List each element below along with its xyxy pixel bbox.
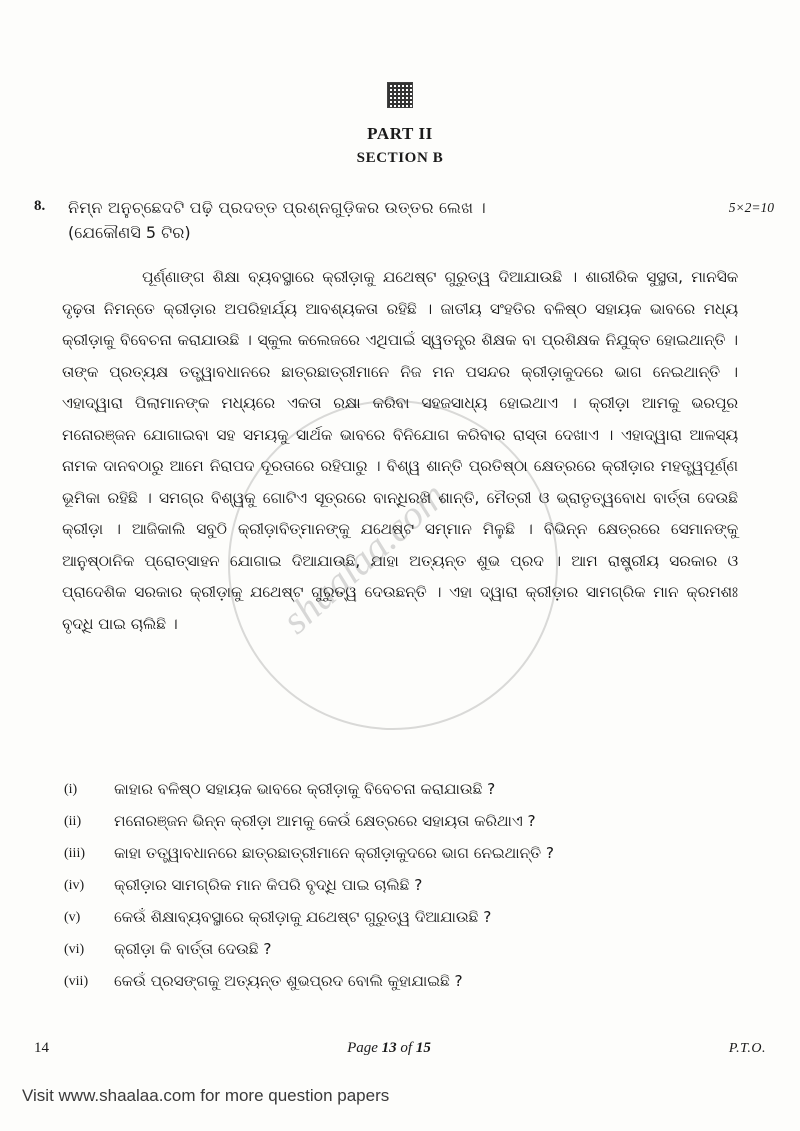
sub-question-label: (vii) <box>64 973 89 989</box>
passage-text: ପୂର୍ଣ୍ଣାଙ୍ଗ ଶିକ୍ଷା ବ୍ୟବସ୍ଥାରେ କ୍ରୀଡ଼ାକୁ ଯଥେଷ୍ଟ ଗୁରୁତ୍ୱ ଦିଆଯାଉଛି । ଶାରୀରିକ ସୁସ୍ଥତା, ମାନସିକ ଦୃଢ଼ତା ନିମନ୍ତେ କ୍ରୀଡ଼ାର ଅପରିହାର୍ଯ୍ୟ ଆବଶ୍ୟକତା ରହିଛି । ଜାତୀୟ ସଂହତିର ବଳିଷ୍ଠ ସହାୟକ ଭାବରେ ମଧ୍ୟ କ୍ରୀଡ଼ାକୁ ବିବେଚନା କରାଯାଉଛି । ସ୍କୁଲ କଲେଜରେ ଏଥିପାଇଁ ସ୍ୱତନ୍ତ୍ର ଶିକ୍ଷକ ବା ପ୍ରଶିକ୍ଷକ ନିଯୁକ୍ତ ହୋଇଥାନ୍ତି । ତାଙ୍କ ପ୍ରତ୍ୟକ୍ଷ ତତ୍ତ୍ୱାବଧାନରେ ଛାତ୍ରଛାତ୍ରୀମାନେ ନିଜ ମନ ପସନ୍ଦର କ୍ରୀଡ଼ାକୁଦରେ ଭାଗ ନେଇଥାନ୍ତି । ଏହାଦ୍ୱାରା ପିଲାମାନଙ୍କ ମଧ୍ୟରେ ଏକତା ରକ୍ଷା କରିବା ସହଜସାଧ୍ୟ ହୋଇଥାଏ । କ୍ରୀଡ଼ା ଆମକୁ ଭରପୂର ମନୋରଞ୍ଜନ ଯୋଗାଇବା ସହ ସମୟକୁ ସାର୍ଥକ ଭାବରେ ବିନିଯୋଗ କରିବାର ରାସ୍ତା ଦେଖାଏ । ଏହାଦ୍ୱାରା ଆଳସ୍ୟ ନାମକ ଦାନବଠାରୁ ଆମେ ନିରାପଦ ଦୂରତାରେ ରହିପାରୁ । ବିଶ୍ୱ ଶାନ୍ତି ପ୍ରତିଷ୍ଠା କ୍ଷେତ୍ରରେ କ୍ରୀଡ଼ାର ମହତ୍ତ୍ୱପୂର୍ଣ୍ଣ ଭୂମିକା ରହିଛି । ସମଗ୍ର ବିଶ୍ୱକୁ ଗୋଟିଏ ସୂତ୍ରରେ ବାନ୍ଧିରଖି ଶାନ୍ତି, ମୈତ୍ରୀ ଓ ଭ୍ରାତୃତ୍ୱବୋଧ ବାର୍ତ୍ତା ଦେଉଛି କ୍ରୀଡ଼ା । ଆଜିକାଲି ସବୁଠି କ୍ରୀଡ଼ାବିତ୍‌ମାନଙ୍କୁ ଯଥେଷ୍ଟ ସମ୍ମାନ ମିଳୁଛି । ବିଭିନ୍ନ କ୍ଷେତ୍ରରେ ସେମାନଙ୍କୁ ଆନୁଷ୍ଠାନିକ ପ୍ରୋତ୍ସାହନ ଯୋଗାଇ ଦିଆଯାଉଛି, ଯାହା ଅତ୍ୟନ୍ତ ଶୁଭ ପ୍ରଦ । ଆମ ରାଷ୍ଟ୍ରୀୟ ସରକାର ଓ ପ୍ରାଦେଶିକ ସରକାର କ୍ରୀଡ଼ାକୁ ଯଥେଷ୍ଟ ଗୁରୁତ୍ୱ ଦେଉଛନ୍ତି । ଏହା ଦ୍ୱାରା କ୍ରୀଡ଼ାର ସାମଗ୍ରିକ ମାନ କ୍ରମଶଃ ବୃଦ୍ଧି ପାଇ ଚାଲିଛି । <box>62 268 738 633</box>
list-item <box>58 842 758 865</box>
qr-code-container <box>0 82 800 108</box>
footer-page-current: 13 <box>381 1040 397 1056</box>
passage-block <box>62 262 738 640</box>
list-item <box>58 810 758 833</box>
sub-question-text: କାହାର ବଳିଷ୍ଠ ସହାୟକ ଭାବରେ କ୍ରୀଡ଼ାକୁ ବିବେଚନା କରାଯାଉଛି ? <box>114 780 496 798</box>
sub-question-text: କେଉଁ ଶିକ୍ଷାବ୍ୟବସ୍ଥାରେ କ୍ରୀଡ଼ାକୁ ଯଥେଷ୍ଟ ଗୁରୁତ୍ୱ ଦିଆଯାଉଛି ? <box>114 907 492 926</box>
sub-question-text: କାହା ତତ୍ତ୍ୱାବଧାନରେ ଛାତ୍ରଛାତ୍ରୀମାନେ କ୍ରୀଡ଼ାକୁଦରେ ଭାଗ ନେଇଥାନ୍ତି ? <box>114 843 554 862</box>
watermark-text: shaalaa.com <box>273 472 455 643</box>
page-footer <box>0 1040 800 1057</box>
sub-question-text: କେଉଁ ପ୍ରସଙ୍ଗକୁ ଅତ୍ୟନ୍ତ ଶୁଭପ୍ରଦ ବୋଲି କୁହାଯାଇଛି ? <box>114 971 463 990</box>
footer-page-of: of <box>400 1040 413 1056</box>
sub-question-label: (i) <box>64 782 78 797</box>
sub-question-list <box>58 778 758 1002</box>
sub-question-text: କ୍ରୀଡ଼ାର ସାମଗ୍ରିକ ମାନ କିପରି ବୃଦ୍ଧି ପାଇ ଚାଲିଛି ? <box>114 875 423 894</box>
footer-page-total: 15 <box>415 1040 431 1056</box>
list-item <box>58 778 758 801</box>
sub-question-text: କ୍ରୀଡ଼ା କି ବାର୍ତ୍ତା ଦେଉଛି ? <box>114 939 272 958</box>
footer-pto: P.T.O. <box>728 1040 766 1056</box>
question-header-row <box>34 196 774 221</box>
sub-question-label: (iv) <box>64 877 85 893</box>
sub-question-label: (vi) <box>64 941 85 957</box>
question-sub-instruction: (ଯେକୌଣସି 5 ଟିର) <box>68 222 191 242</box>
sub-question-text: ମନୋରଞ୍ଜନ ଭିନ୍ନ କ୍ରୀଡ଼ା ଆମକୁ କେଉଁ କ୍ଷେତ୍ରରେ ସହାୟତା କରିଥାଏ ? <box>114 811 536 830</box>
site-banner: Visit www.shaalaa.com for more question papers <box>22 1086 390 1105</box>
sub-question-label: (v) <box>64 909 81 925</box>
list-item <box>58 874 758 897</box>
footer-page-number: 14 <box>34 1040 49 1056</box>
footer-page-prefix: Page <box>347 1040 378 1056</box>
question-instruction: ନିମ୍ନ ଅନୁଚ୍ଛେଦଟି ପଢ଼ି ପ୍ରଦତ୍ତ ପ୍ରଶ୍ନଗୁଡ଼ିକର ଉତ୍ତର ଲେଖ । <box>68 198 486 217</box>
footer-page-indicator <box>347 1040 431 1057</box>
list-item <box>58 970 758 993</box>
sub-question-label: (iii) <box>64 845 85 861</box>
sub-question-label: (ii) <box>64 813 82 829</box>
question-number: 8. <box>34 198 46 214</box>
section-title: SECTION B <box>356 150 444 166</box>
document-headings <box>0 124 800 167</box>
part-title: PART II <box>367 124 433 143</box>
question-marks: 5×2=10 <box>728 200 774 215</box>
list-item <box>58 938 758 961</box>
qr-code-icon <box>387 82 413 108</box>
list-item <box>58 906 758 929</box>
question-block <box>34 196 774 243</box>
